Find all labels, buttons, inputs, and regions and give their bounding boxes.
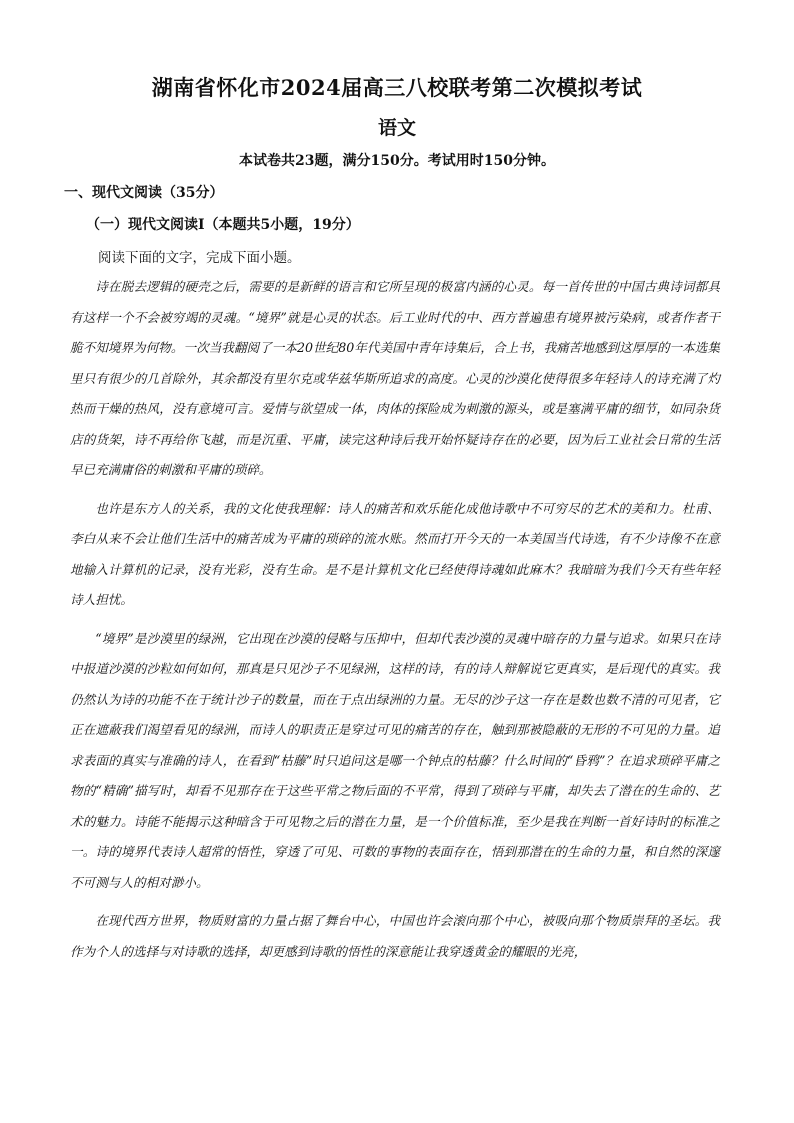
subject-title: 语文 xyxy=(377,117,416,139)
passage-paragraph: 诗在脱去逻辑的硬壳之后，需要的是新鲜的语言和它所呈现的极富内涵的心灵。每一首传世的中国古典诗词都具有这样一个不会被穷竭的灵魂。“境界”就是心灵的状态。后工业时代的中、西方普遍患有境界被污染病，或者作者干脆不知境界为何物。一次当我翻阅了一本20世纪80年代美国中青年诗集后，合上书，我痛苦地感到这厚厚的一本选集里只有很少的几首除外，其余都没有里尔克或华兹华斯所追求的高度。心灵的沙漠化使得很多年轻诗人的诗充满了灼热而干燥的热风，没有意境可言。爱情与欲望成一体，肉体的探险成为刺激的源头，或是塞满平庸的细节，如同杂货店的货架，诗不再给你飞越，而是沉重、平庸，读完这种诗后我开始怀疑诗存在的必要，因为后工业社会日常的生活早已充满庸俗的刺激和平庸的琐碎。 xyxy=(70,279,720,477)
passage-paragraph: 也许是东方人的关系，我的文化使我理解：诗人的痛苦和欢乐能化成他诗歌中不可穷尽的艺术的美和力。杜甫、李白从来不会让他们生活中的痛苦成为平庸的琐碎的流水账。然而打开今天的一本美国当代诗选，有不少诗像不在意地输入计算机的记录，没有光彩，没有生命。是不是计算机文化已经使得诗魂如此麻木？我暗暗为我们今天有些年轻诗人担忧。 xyxy=(70,500,720,607)
passage-paragraph: 在现代西方世界，物质财富的力量占据了舞台中心，中国也许会滚向那个中心，被吸向那个物质崇拜的圣坛。我作为个人的选择与对诗歌的选择，却更感到诗歌的悟性的深意能让我穿透黄金的耀眼的光亮， xyxy=(70,913,720,959)
exam-title: 湖南省怀化市2024届高三八校联考第二次模拟考试 xyxy=(151,75,643,100)
sub-section-heading: （一）现代文阅读Ⅰ（本题共5小题，19分） xyxy=(86,217,360,233)
exam-info: 本试卷共23题，满分150分。考试用时150分钟。 xyxy=(239,153,555,169)
section-heading: 一、现代文阅读（35分） xyxy=(64,185,224,201)
reading-instruction: 阅读下面的文字，完成下面小题。 xyxy=(98,250,301,266)
passage-paragraph: “境界”是沙漠里的绿洲，它出现在沙漠的侵略与压抑中，但却代表沙漠的灵魂中暗存的力量与追求。如果只在诗中报道沙漠的沙粒如何如何，那真是只见沙子不见绿洲，这样的诗，有的诗人辩解说它更真实，是后现代的真实。我仍然认为诗的功能不在于统计沙子的数量，而在于点出绿洲的力量。无尽的沙子这一存在是数也数不清的可见者，它正在遮蔽我们渴望看见的绿洲，而诗人的职责正是穿过可见的痛苦的存在，触到那被隐蔽的无形的不可见的力量。追求表面的真实与准确的诗人，在看到“枯藤”时只追问这是哪一个钟点的枯藤？什么时间的“昏鸦”？在追求琐碎平庸之物的“精确”描写时，却看不见那存在于这些平常之物后面的不平常，得到了琐碎与平庸，却失去了潜在的生命的、艺术的魅力。诗能不能揭示这种暗含于可见物之后的潜在力量，是一个价值标准，至少是我在判断一首好诗时的标准之一。诗的境界代表诗人超常的悟性，穿透了可见、可数的事物的表面存在，悟到那潜在的生命的力量，和自然的深邃不可测与人的相对渺小。 xyxy=(70,630,720,890)
reading-passage xyxy=(70,272,720,975)
